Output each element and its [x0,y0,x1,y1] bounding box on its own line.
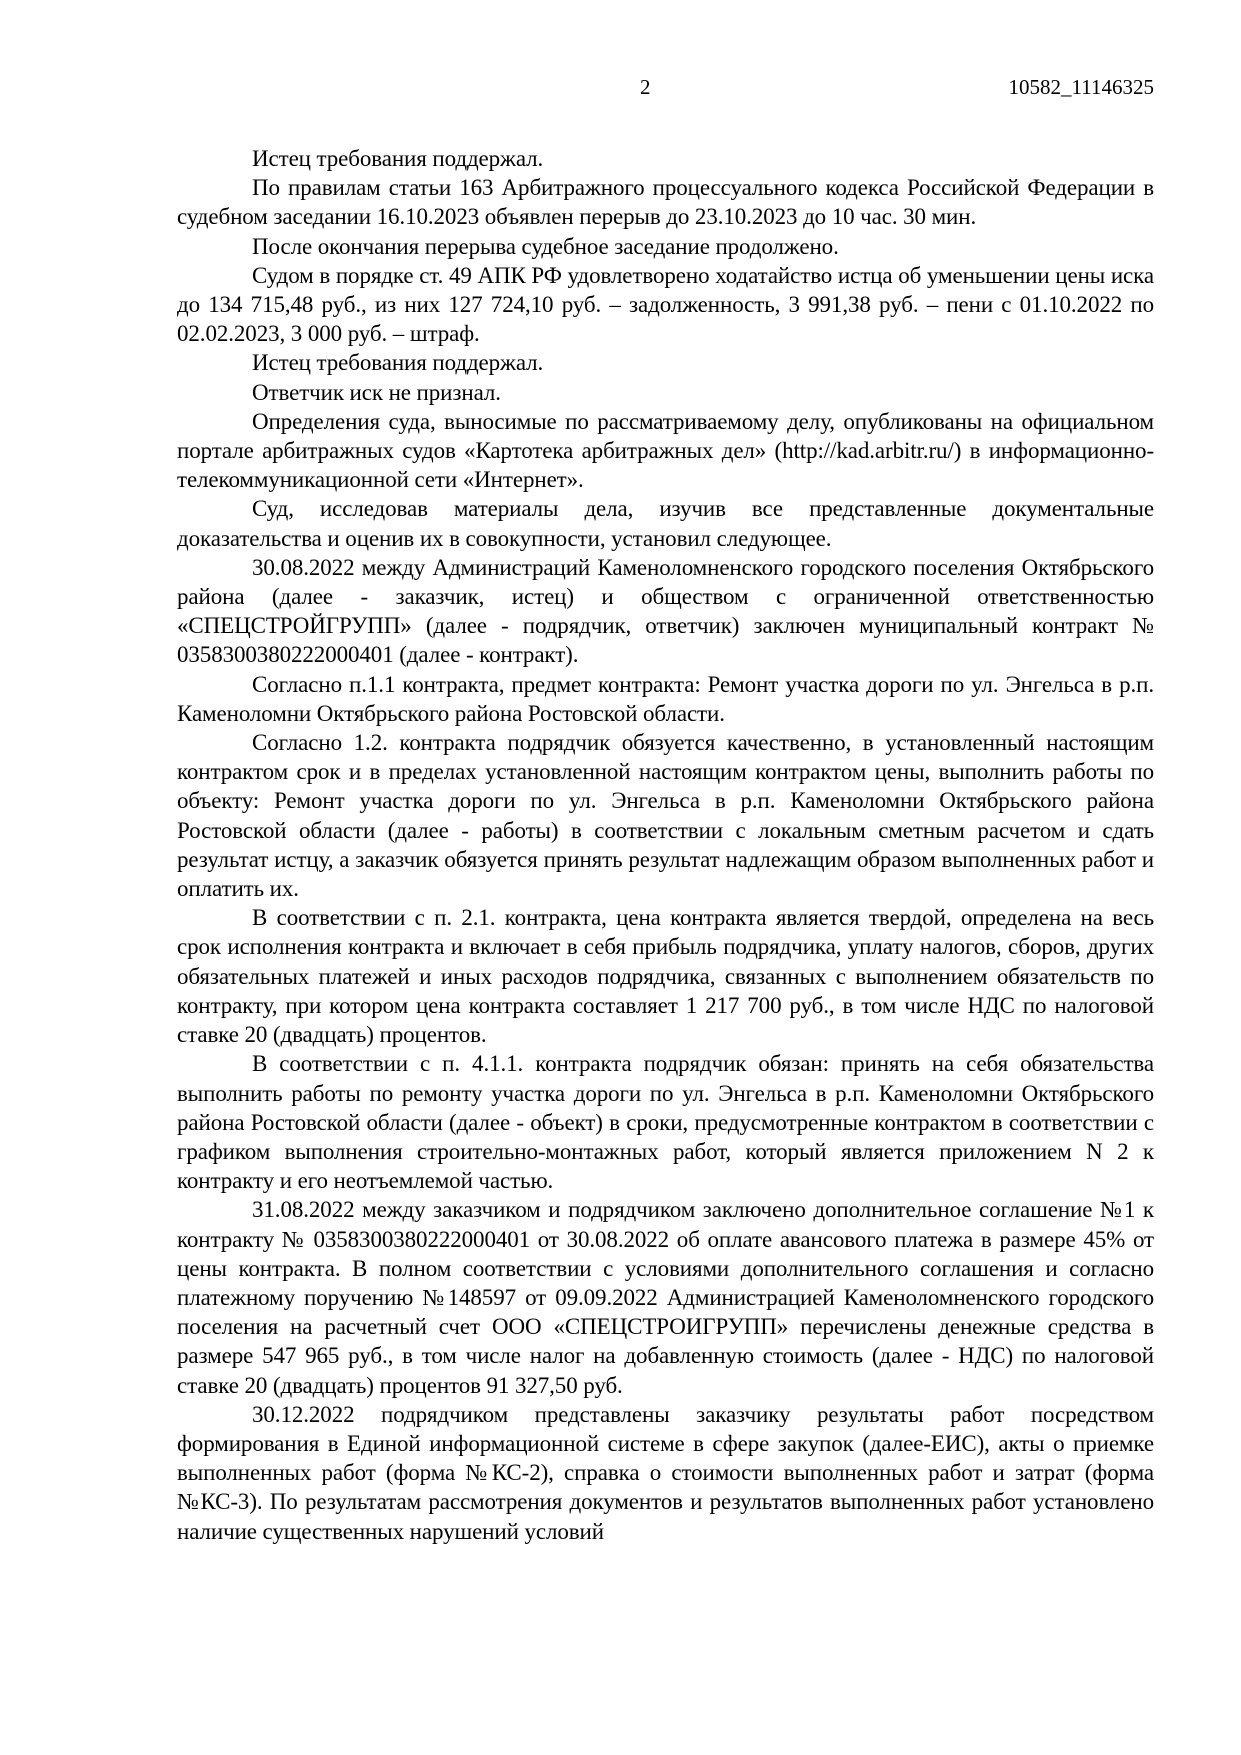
paragraph: Согласно 1.2. контракта подрядчик обязуется качественно, в установленный настоящим контрактом срок и в пределах установленной настоящим контрактом цены, выполнить работы по объекту: Ремонт участка дороги по ул. Энгельса в р.п. Каменоломни Октябрьского района Ростовской области (далее - работы) в соответствии с локальным сметным расчетом и сдать результат истцу, а заказчик обязуется принять результат надлежащим образом выполненных работ и оплатить их. [177,730,1154,902]
paragraph: В соответствии с п. 4.1.1. контракта подрядчик обязан: принять на себя обязательства выполнить работы по ремонту участка дороги по ул. Энгельса в р.п. Каменоломни Октябрьского района Ростовской области (далее - объект) в сроки, предусмотренные контрактом в соответствии с графиком выполнения строительно-монтажных работ, который является приложением N 2 к контракту и его неотъемлемой частью. [177,1051,1154,1194]
paragraph: Истец требования поддержал. [252,350,544,376]
paragraph: 31.08.2022 между заказчиком и подрядчиком заключено дополнительное соглашение №1 к контракту № 0358300380222000401 от 30.08.2022 об оплате авансового платежа в размере 45% от цены контракта. В полном соответствии с условиями дополнительного соглашения и согласно платежному поручению №148597 от 09.09.2022 Администрацией Каменоломненского городского поселения на расчетный счет ООО «СПЕЦСТРОИГРУПП» перечислены денежные средства в размере 547 965 руб., в том числе налог на добавленную стоимость (далее - НДС) по налоговой ставке 20 (двадцать) процентов 91 327,50 руб. [177,1197,1154,1398]
paragraph: В соответствии с п. 2.1. контракта, цена контракта является твердой, определена на весь срок исполнения контракта и включает в себя прибыль подрядчика, уплату налогов, сборов, других обязательных платежей и иных расходов подрядчика, связанных с выполнением обязательств по контракту, при котором цена контракта составляет 1 217 700 руб., в том числе НДС по налоговой ставке 20 (двадцать) процентов. [177,905,1154,1048]
paragraph: По правилам статьи 163 Арбитражного процессуального кодекса Российской Федерации в судебном заседании 16.10.2023 объявлен перерыв до 23.10.2023 до 10 час. 30 мин. [177,175,1154,230]
paragraph: После окончания перерыва судебное заседание продолжено. [252,233,839,259]
paragraph: Определения суда, выносимые по рассматриваемому делу, опубликованы на официальном портале арбитражных судов «Картотека арбитражных дел» (http://kad.arbitr.ru/) в информационно-телекоммуникационной сети «Интернет». [177,408,1154,493]
paragraph: Суд, исследовав материалы дела, изучив все представленные документальные доказательства и оценив их в совокупности, установил следующее. [177,496,1154,551]
document-body [177,144,1154,1546]
document-id: 10582_11146325 [1008,75,1154,99]
page-number: 2 [640,75,651,99]
paragraph: Судом в порядке ст. 49 АПК РФ удовлетворено ходатайство истца об уменьшении цены иска до 134 715,48 руб., из них 127 724,10 руб. – задолженность, 3 991,38 руб. – пени с 01.10.2022 по 02.02.2023, 3 000 руб. – штраф. [177,262,1154,347]
paragraph: Истец требования поддержал. [252,146,544,171]
paragraph: 30.08.2022 между Администраций Каменоломненского городского поселения Октябрьского района (далее - заказчик, истец) и обществом с ограниченной ответственностью «СПЕЦСТРОЙГРУПП» (далее - подрядчик, ответчик) заключен муниципальный контракт № 0358300380222000401 (далее - контракт). [177,554,1154,668]
page-header [0,72,1241,102]
paragraph: Согласно п.1.1 контракта, предмет контракта: Ремонт участка дороги по ул. Энгельса в р.п. Каменоломни Октябрьского района Ростовской области. [177,671,1154,726]
paragraph: Ответчик иск не признал. [252,379,501,405]
paragraph: 30.12.2022 подрядчиком представлены заказчику результаты работ посредством формирования в Единой информационной системе в сфере закупок (далее-ЕИС), акты о приемке выполненных работ (форма №КС-2), справка о стоимости выполненных работ и затрат (форма №КС-3). По результатам рассмотрения документов и результатов выполненных работ установлено наличие существенных нарушений условий [177,1401,1154,1544]
